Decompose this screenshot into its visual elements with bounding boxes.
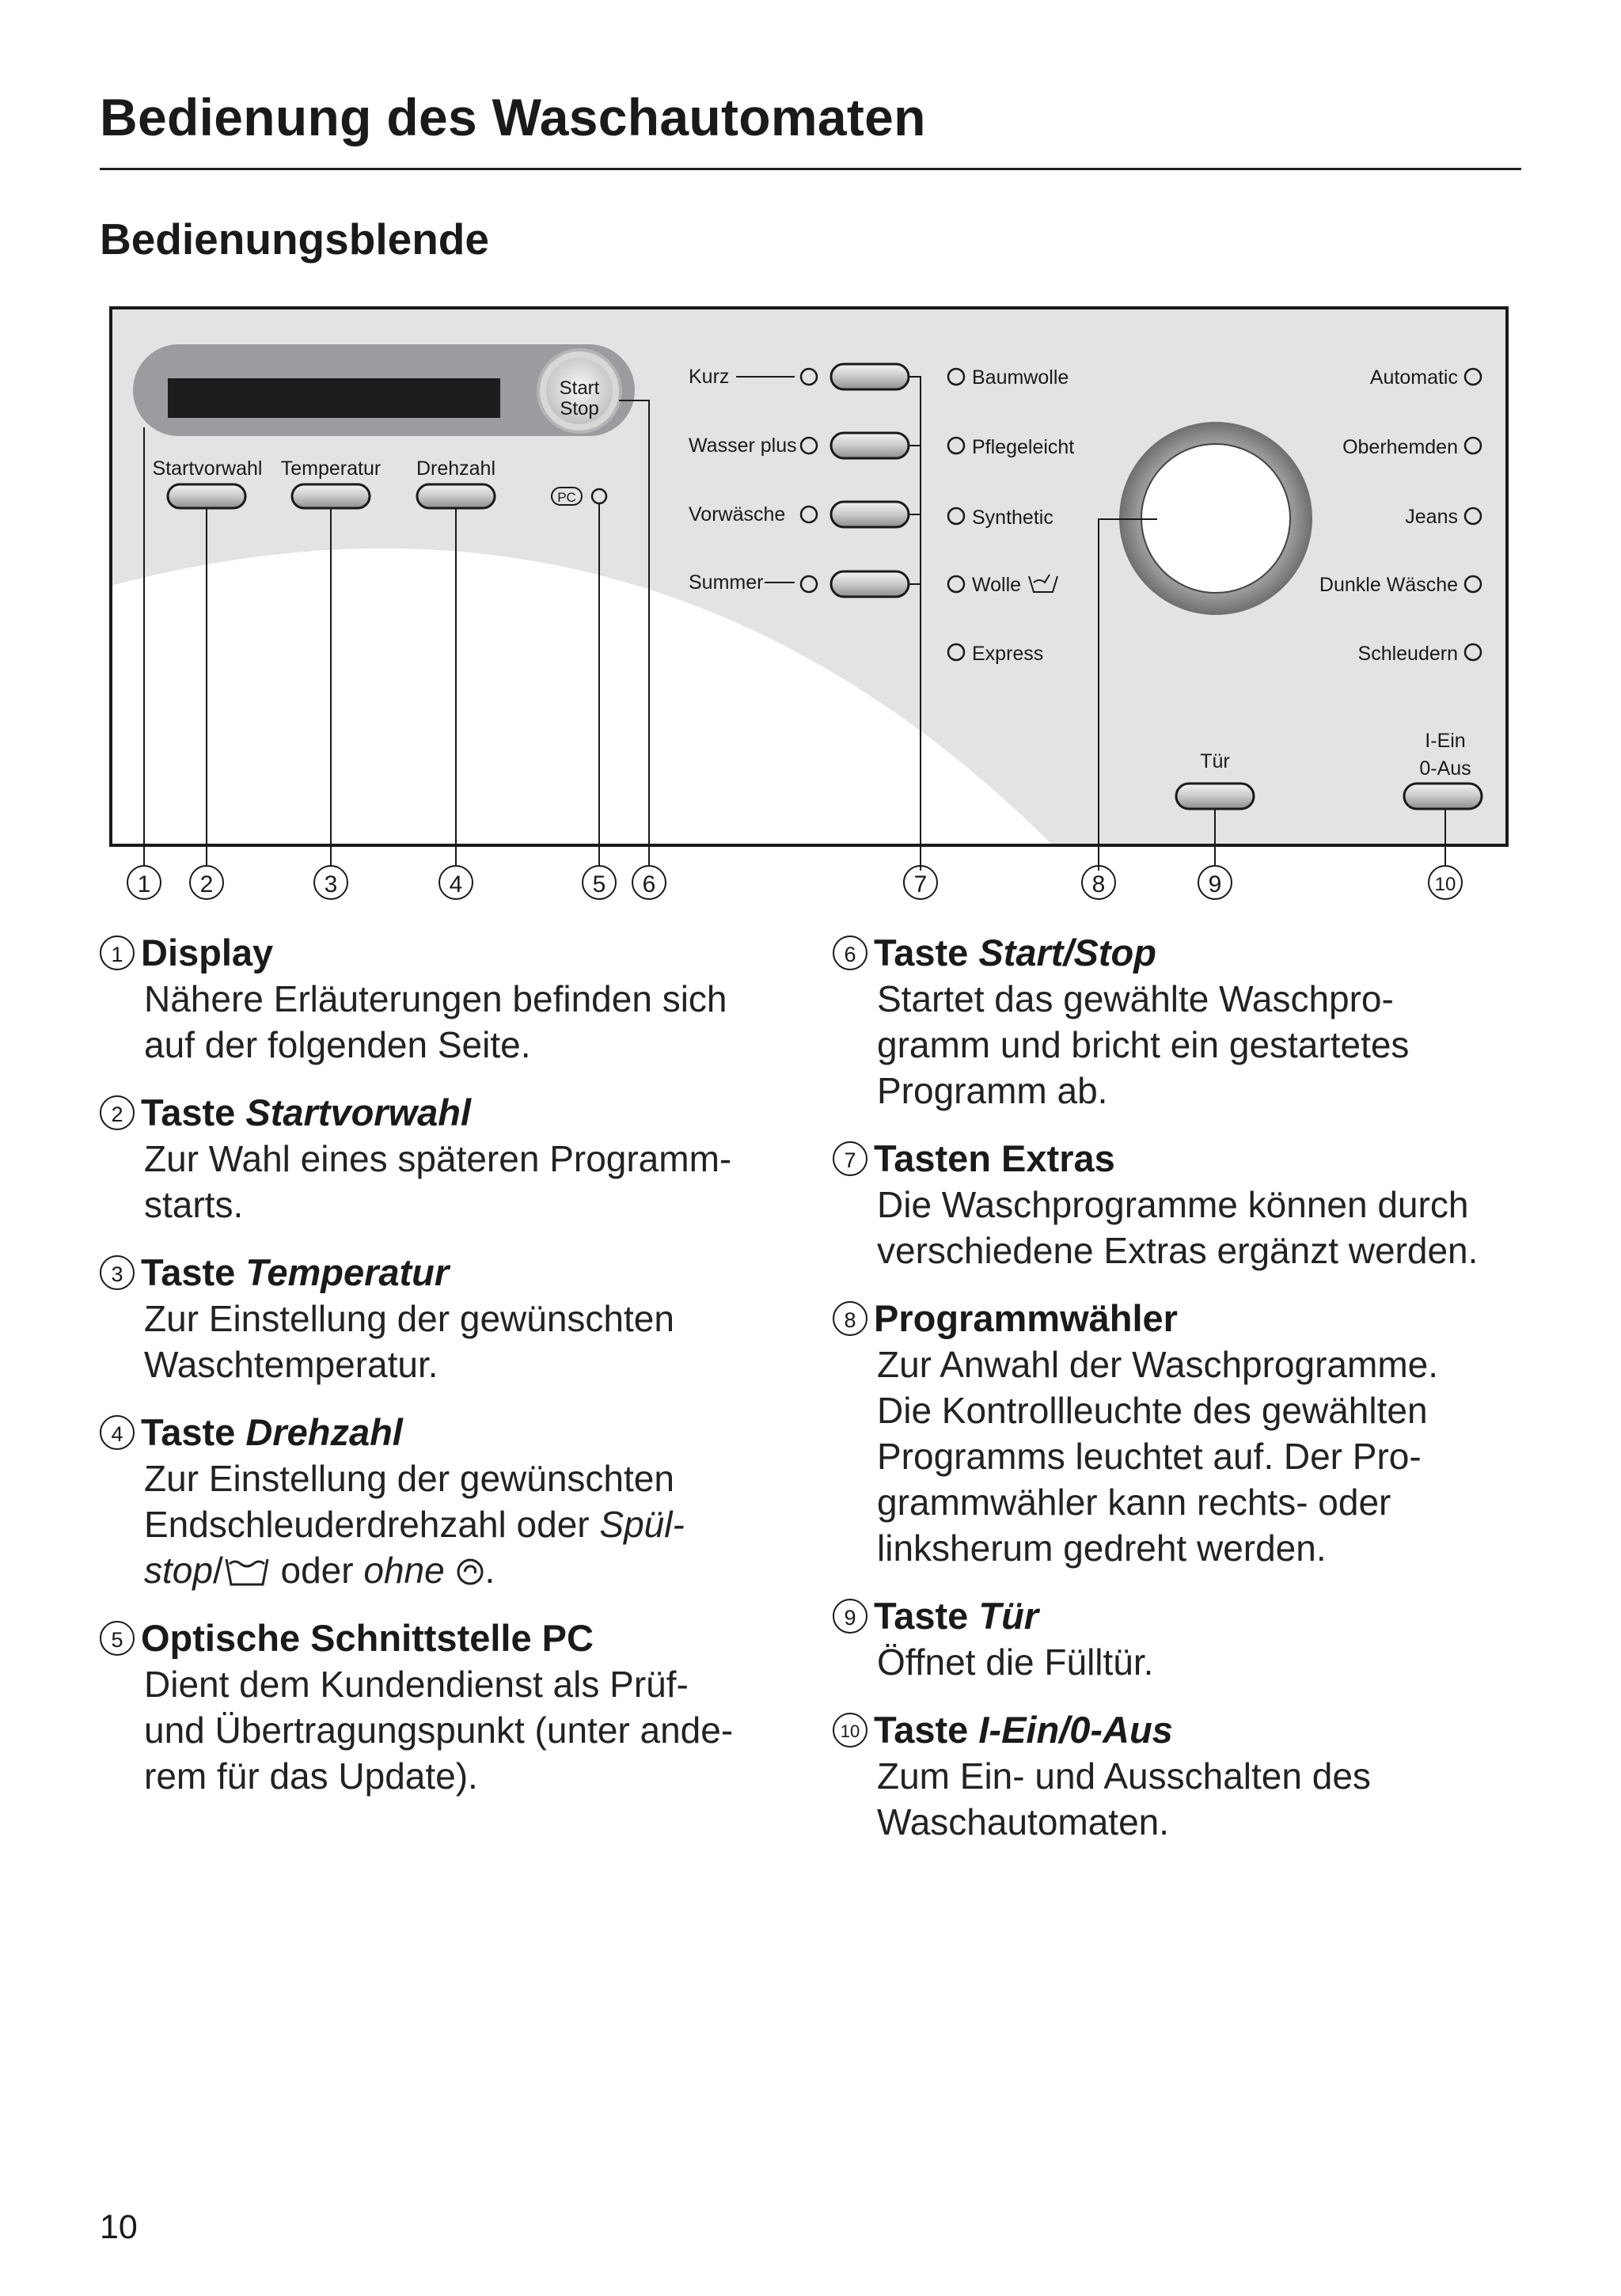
pc-label: PC [557,490,576,505]
extra-kurz-label: Kurz [689,366,730,388]
page-title: Bedienung des Waschautomaten [100,88,926,146]
program-oberhemden-label: Oberhemden [1342,436,1458,458]
svg-text:9: 9 [1208,871,1222,898]
drehzahl-label: Drehzahl [416,457,496,480]
start-label: Start [559,378,600,399]
stop-label: Stop [560,398,599,419]
power-off-label: 0-Aus [1419,757,1471,780]
desc-tuer: 9 Taste Tür Öffnet die Fülltür. [833,1593,1529,1685]
door-label: Tür [1200,750,1230,772]
description-column-right [833,930,1529,1867]
startvorwahl-button[interactable] [168,484,245,508]
desc-drehzahl: 4 Taste Drehzahl Zur Einstellung der gewünschten Endschleuderdrehzahl oder Spül- stop/ oder ohne . [100,1410,812,1593]
display [168,378,500,418]
desc-display: 1 Display Nähere Erläuterungen befinden sich auf der folgenden Seite. [100,930,812,1068]
extra-summer-label: Summer [689,571,764,594]
program-pflegeleicht-label: Pflegeleicht [972,436,1075,458]
desc-start-stop: 6 Taste Start/Stop Startet das gewählte Waschpro- gramm und bricht ein gestartetes Programm ab. [833,930,1529,1114]
temperatur-button[interactable] [292,484,370,508]
svg-text:4: 4 [449,871,463,898]
svg-text:5: 5 [592,871,606,898]
no-spin-icon [455,1556,485,1588]
program-dunkle-waesche-label: Dunkle Wäsche [1319,574,1458,596]
extra-wasser-plus-label: Wasser plus [689,435,797,457]
door-button[interactable] [1176,784,1254,809]
svg-text:10: 10 [1434,874,1456,895]
program-baumwolle-label: Baumwolle [972,366,1069,389]
page-number: 10 [100,2208,138,2246]
program-selector-knob[interactable] [1141,444,1290,593]
program-wolle-label: Wolle [972,574,1022,596]
desc-startvorwahl: 2 Taste Startvorwahl Zur Wahl eines späteren Programm- starts. [100,1090,812,1228]
extra-vorwaesche-button[interactable] [831,502,909,527]
startvorwahl-label: Startvorwahl [152,457,263,480]
desc-temperatur: 3 Taste Temperatur Zur Einstellung der gewünschten Waschtemperatur. [100,1250,812,1387]
power-button[interactable] [1404,784,1482,809]
temperatur-label: Temperatur [280,457,382,480]
control-panel-diagram [0,0,1621,918]
svg-text:8: 8 [1091,871,1106,898]
extra-wasser-plus-button[interactable] [831,433,909,458]
program-schleudern-label: Schleudern [1357,643,1458,665]
svg-text:3: 3 [324,871,338,898]
program-jeans-label: Jeans [1405,506,1458,528]
desc-extras: 7 Tasten Extras Die Waschprogramme können durch verschiedene Extras ergänzt werden. [833,1136,1529,1273]
svg-text:1: 1 [137,871,151,898]
callout-numbers [127,866,1462,899]
svg-text:7: 7 [913,871,928,898]
drehzahl-button[interactable] [417,484,495,508]
program-express-label: Express [972,643,1044,665]
desc-power: 10 Taste I-Ein/0-Aus Zum Ein- und Ausschalten des Waschautomaten. [833,1707,1529,1845]
svg-text:2: 2 [199,871,214,898]
program-synthetic-label: Synthetic [972,507,1053,529]
section-title: Bedienungsblende [100,214,489,264]
rinse-hold-icon [223,1556,271,1588]
svg-text:6: 6 [642,871,656,898]
desc-pc-interface: 5 Optische Schnittstelle PC Dient dem Kundendienst als Prüf- und Übertragungspunkt (unter ande- rem für das Update). [100,1615,812,1799]
extra-summer-button[interactable] [831,571,909,597]
extra-kurz-button[interactable] [831,364,909,389]
description-column-left [100,930,812,1821]
desc-programmwaehler: 8 Programmwähler Zur Anwahl der Waschprogramme. Die Kontrollleuchte des gewählten Programms leuchtet auf. Der Pro- grammwähler kann rechts- oder linksherum gedreht werden. [833,1296,1529,1571]
program-automatic-label: Automatic [1369,366,1458,389]
power-on-label: I-Ein [1425,730,1466,752]
extra-vorwaesche-label: Vorwäsche [689,503,786,526]
